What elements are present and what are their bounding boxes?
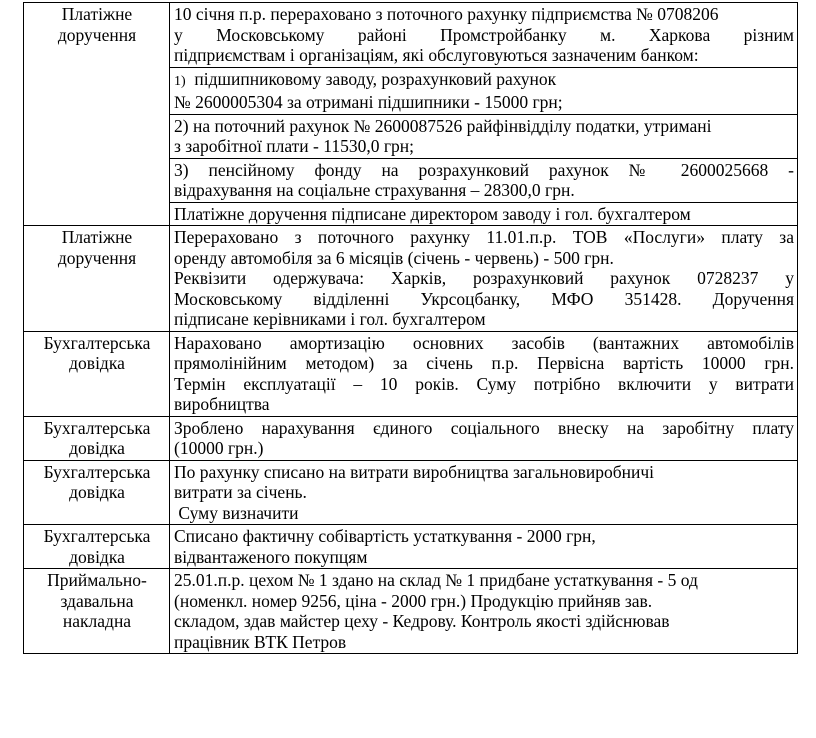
table-row: [24, 416, 798, 460]
operation-cell: [170, 67, 798, 114]
operation-line: 2) на поточний рахунок № 2600087526 райфінвідділу податки, утримані: [174, 115, 712, 136]
document-type-line: Бухгалтерська: [43, 417, 151, 438]
document-type-line: Приймально-: [47, 570, 147, 590]
document-type-line: довідка: [69, 353, 125, 373]
table-row: [24, 226, 798, 332]
operation-line: Перераховано з поточного рахунку 11.01.п.р. ТОВ «Послуги» плату за: [174, 227, 794, 247]
operation-line: Термін експлуатації – 10 років. Суму потрібно включити у витрати: [174, 373, 794, 394]
operation-cell: [170, 226, 798, 332]
operation-line: Нараховано амортизацію основних засобів (вантажних автомобілів: [174, 332, 794, 353]
document-type-line: Платіжне: [61, 227, 133, 247]
operation-line: (номенкл. номер 9256, ціна - 2000 грн.) Продукцію прийняв зав.: [174, 590, 653, 611]
document-type-cell: [24, 460, 170, 525]
document-type-line: довідка: [69, 546, 125, 567]
document-type-line: накладна: [62, 611, 132, 631]
operation-cell: [170, 331, 798, 416]
document-type-line: довідка: [69, 482, 125, 502]
document-type-cell: [24, 3, 170, 226]
operation-cell: [170, 158, 798, 202]
operation-line: складом, здав майстер цеху - Кедрову. Контроль якості здійснював: [174, 611, 670, 631]
document-type-line: доручення: [57, 24, 137, 45]
operations-table: [23, 2, 798, 654]
operation-line: з заробітної плати - 11530,0 грн;: [174, 136, 414, 156]
operation-line: По рахунку списано на витрати виробництва загальновиробничі: [174, 461, 655, 482]
operation-line: прямолінійним методом) за січень п.р. Первісна вартість 10000 грн.: [174, 353, 794, 373]
operation-cell: [170, 525, 798, 569]
operation-cell: [170, 3, 798, 68]
operation-cell: [170, 114, 798, 158]
item-number: 1): [174, 73, 186, 89]
document-type-cell: [24, 525, 170, 569]
operation-line: Реквізити одержувача: Харків, розрахунковий рахунок 0728237 у: [174, 268, 794, 288]
operation-line: (10000 грн.): [174, 438, 264, 458]
operation-line: відвантаженого покупцям: [174, 546, 368, 567]
operation-line: 25.01.п.р. цехом № 1 здано на склад № 1 придбане устаткування - 5 од: [174, 570, 698, 590]
document-type-cell: [24, 331, 170, 416]
operation-cell: [170, 569, 798, 654]
operation-line: оренду автомобіля за 6 місяців (січень - червень) - 500 грн.: [174, 247, 614, 268]
operation-line: Списано фактичну собівартість устаткування - 2000 грн,: [174, 526, 596, 546]
operation-line: відрахування на соціальне страхування – 28300,0 грн.: [174, 180, 575, 200]
operation-line: 10 січня п.р. перераховано з поточного рахунку підприємства № 0708206: [174, 4, 719, 24]
table-row: [24, 3, 798, 68]
document-type-cell: [24, 569, 170, 654]
operation-line: Московському відділенні Укрсоцбанку, МФО 351428. Доручення: [174, 288, 794, 309]
operation-line: Зроблено нарахування єдиного соціального внеску на заробітну плату: [174, 417, 794, 438]
operation-line: № 2600005304 за отримані підшипники - 15000 грн;: [174, 92, 563, 112]
operation-line: 3) пенсійному фонду на розрахунковий рахунок № 2600025668 -: [174, 159, 794, 180]
table-row: [24, 569, 798, 654]
document-type-line: доручення: [57, 247, 137, 268]
table-row: [24, 460, 798, 525]
operation-line: витрати за січень.: [174, 482, 307, 502]
document-type-line: Бухгалтерська: [43, 461, 151, 482]
operation-line: працівник ВТК Петров: [174, 631, 347, 652]
document-type-line: Бухгалтерська: [43, 526, 151, 546]
operation-cell: [170, 460, 798, 525]
operation-line: підписане керівниками і гол. бухгалтером: [174, 309, 486, 329]
document-type-line: здавальна: [60, 590, 134, 611]
operation-cell: [170, 416, 798, 460]
operation-text: підшипниковому заводу, розрахунковий рахунок: [194, 68, 557, 89]
operation-line: [174, 69, 794, 93]
operation-line: у Московському районі Промстройбанку м. Харкова різним: [174, 24, 794, 45]
document-type-cell: [24, 226, 170, 332]
document-type-line: Платіжне: [61, 4, 133, 24]
operation-line: виробництва: [174, 394, 270, 414]
document-type-cell: [24, 416, 170, 460]
table-row: [24, 331, 798, 416]
document-type-line: Бухгалтерська: [43, 332, 151, 353]
document-type-line: довідка: [69, 438, 125, 458]
operation-cell: [170, 202, 798, 226]
table-row: [24, 525, 798, 569]
operation-line: підприємствам і організаціям, які обслуговуються зазначеним банком:: [174, 45, 699, 65]
operation-line: Платіжне доручення підписане директором заводу і гол. бухгалтером: [174, 203, 691, 224]
operation-line: Суму визначити: [174, 502, 299, 523]
